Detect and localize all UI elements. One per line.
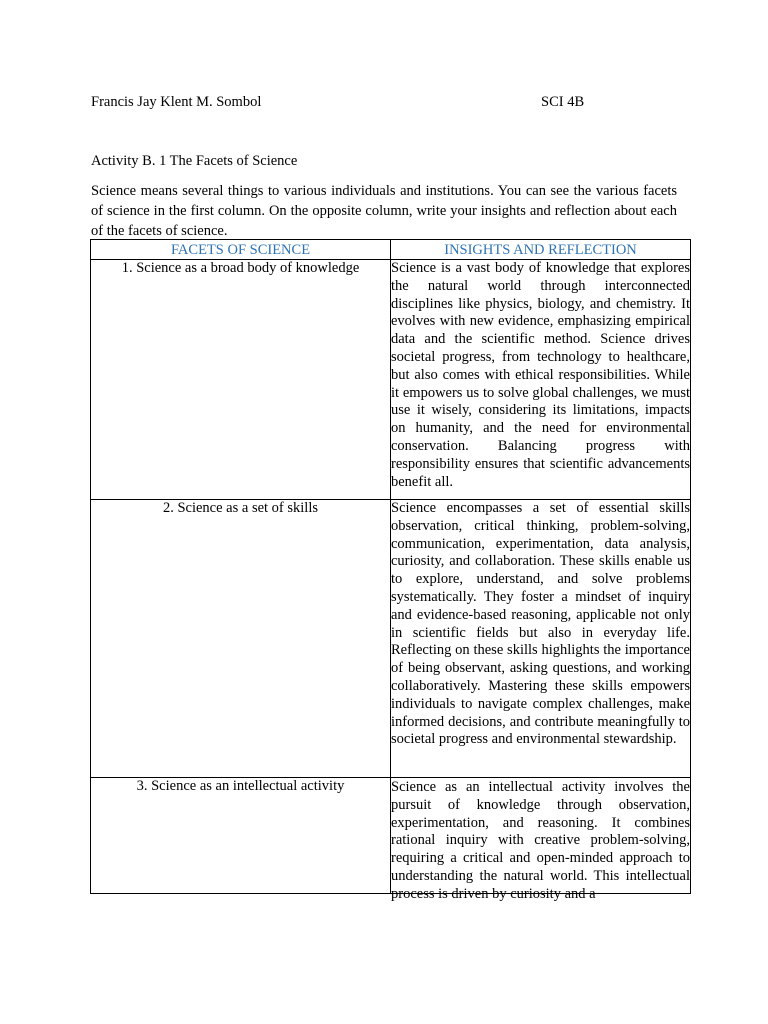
- column-header-facets: FACETS OF SCIENCE: [91, 240, 391, 260]
- insight-cell: Science encompasses a set of essential skills observation, critical thinking, problem-solving, communication, experimentation, data analysis, curiosity, and collaboration. These skills enable us to explore, understand, and solve problems systematically. They foster a mindset of inquiry and evidence-based reasoning, applicable not only in scientific fields but also in everyday life. Reflecting on these skills highlights the importance of being observant, asking questions, and working collaboratively. Mastering these skills empowers individuals to navigate complex challenges, make informed decisions, and contribute meaningfully to societal progress and environmental stewardship.: [391, 500, 691, 778]
- intro-paragraph: Science means several things to various individuals and institutions. You can see the various facets of science in the first column. On the opposite column, write your insights and reflection about each of the facets of science.: [91, 183, 677, 239]
- column-header-insights: INSIGHTS AND REFLECTION: [391, 240, 691, 260]
- student-name: Francis Jay Klent M. Sombol: [91, 94, 262, 110]
- table-row: [91, 260, 691, 500]
- table-header-row: [91, 240, 691, 260]
- facet-cell: 1. Science as a broad body of knowledge: [91, 260, 391, 500]
- course-code: SCI 4B: [541, 94, 585, 110]
- table-row: [91, 500, 691, 778]
- facet-cell: 2. Science as a set of skills: [91, 500, 391, 778]
- facet-cell: 3. Science as an intellectual activity: [91, 778, 391, 894]
- facets-table: [90, 239, 691, 902]
- insight-cell: Science is a vast body of knowledge that explores the natural world through interconnected disciplines like physics, biology, and chemistry. It evolves with new evidence, emphasizing empirical data and the scientific method. Science drives societal progress, from technology to healthcare, but also comes with ethical responsibilities. While it empowers us to solve global challenges, we must use it wisely, considering its limitations, impacts on humanity, and the need for environmental conservation. Balancing progress with responsibility ensures that scientific advancements benefit all.: [391, 260, 691, 500]
- insight-cell: [391, 778, 691, 902]
- activity-title: Activity B. 1 The Facets of Science: [91, 153, 298, 169]
- insight-text: Science as an intellectual activity involves the pursuit of knowledge through observation, experimentation, and reasoning. It combines rational inquiry with creative problem-solving, requiring a critical and open-minded approach to understanding the natural world. This intellectual process is driven by curiosity and a: [391, 779, 690, 902]
- table-row: [91, 778, 691, 894]
